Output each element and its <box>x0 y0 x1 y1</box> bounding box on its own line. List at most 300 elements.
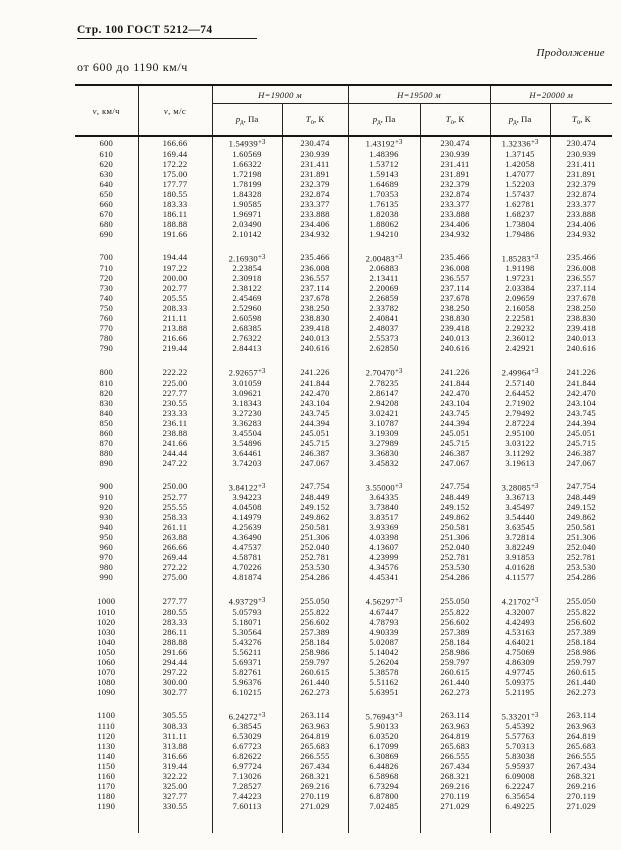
table-cell: 270.119 <box>282 791 348 801</box>
table-cell: 2.55373 <box>348 333 420 343</box>
v-symbol: v <box>163 105 169 116</box>
table-cell: 6.38545 <box>212 721 282 731</box>
spacer-cell <box>282 353 348 366</box>
table-cell: 3.94223 <box>212 492 282 502</box>
spacer-cell <box>75 697 138 710</box>
table-cell: 2.29232 <box>490 323 550 333</box>
table-cell: 236.557 <box>566 273 596 283</box>
table-cell: 230.939 <box>282 149 348 159</box>
table-cell: 231.891 <box>566 168 596 179</box>
table-cell: 260.615 <box>282 667 348 677</box>
table-cell: 267.434 <box>282 761 348 771</box>
table-cell: 263.963 <box>420 721 490 731</box>
table-cell: 191.66 <box>138 229 212 239</box>
table-cell: 238.830 <box>420 313 490 323</box>
table-cell: 230.939 <box>420 149 490 159</box>
p-unit: , Па <box>243 113 259 124</box>
table-cell: 1180 <box>75 791 138 801</box>
table-cell: 6.30869 <box>348 751 420 761</box>
table-cell: 2.79492 <box>490 408 550 418</box>
table-row <box>75 751 612 761</box>
table-cell: 5.69371 <box>212 657 282 667</box>
column-header-p-19500 <box>348 104 420 137</box>
table-cell: 271.029 <box>566 801 596 811</box>
table-cell: 234.932 <box>420 229 490 239</box>
t-unit: , К <box>580 113 591 124</box>
table-row <box>75 502 612 512</box>
table-cell: 1100 <box>75 710 138 722</box>
table-cell: 258.986 <box>566 646 596 657</box>
table-cell: 3.36283 <box>212 418 282 428</box>
table-cell: 750 <box>75 303 138 313</box>
v-ms-unit: , м/с <box>168 105 187 116</box>
exponent: +3 <box>530 481 539 490</box>
table-cell: 319.44 <box>138 761 212 771</box>
table-row <box>75 189 612 199</box>
table-cell: 700 <box>75 252 138 264</box>
table-cell: 3.11292 <box>490 448 550 458</box>
table-cell: 5.95937 <box>490 761 550 771</box>
exponent: +3 <box>394 710 403 719</box>
table-cell: 1090 <box>75 687 138 697</box>
table-row <box>75 219 612 229</box>
table-cell: 3.82249 <box>490 542 550 552</box>
table-cell: 1.52203 <box>490 179 550 189</box>
group-header-h19500 <box>348 85 490 104</box>
table-cell: 249.862 <box>420 512 490 522</box>
table-cell: 6.22247 <box>490 781 550 791</box>
column-header-t-20000 <box>550 104 612 137</box>
table-row <box>75 199 612 209</box>
table-cell: 255.822 <box>282 607 348 617</box>
table-cell: 1.57437 <box>490 189 550 199</box>
table-cell: 256.602 <box>566 616 596 627</box>
table-cell: 1.68237 <box>490 209 550 219</box>
table-row <box>75 149 612 159</box>
table-cell: 313.88 <box>138 741 212 751</box>
table-row <box>75 179 612 189</box>
table-cell: 253.530 <box>566 562 596 572</box>
exponent: +3 <box>530 710 539 719</box>
table-cell: 232.874 <box>566 188 596 199</box>
exponent: +3 <box>530 252 539 261</box>
table-cell: 265.683 <box>566 741 596 751</box>
block-gap <box>75 697 612 710</box>
table-cell: 2.60598 <box>212 313 282 323</box>
exponent: +3 <box>257 138 266 146</box>
table-cell: 5.96376 <box>212 677 282 687</box>
table-cell: 5.02087 <box>348 637 420 647</box>
table-cell: 690 <box>75 229 138 239</box>
table-cell: 294.44 <box>138 657 212 667</box>
table-row <box>75 448 612 458</box>
table-cell: 4.70226 <box>212 562 282 572</box>
table-cell: 247.754 <box>420 481 490 493</box>
table-cell: 236.008 <box>420 263 490 273</box>
table-cell: 240.013 <box>566 333 596 343</box>
p-symbol: p <box>372 113 378 124</box>
table-row <box>75 438 612 448</box>
table-cell: 267.434 <box>420 761 490 771</box>
table-cell: 4.75069 <box>490 647 550 657</box>
spacer-cell <box>420 353 490 366</box>
table-cell: 297.22 <box>138 667 212 677</box>
table-cell: 241.844 <box>420 378 490 388</box>
table-cell: 4.78793 <box>348 617 420 627</box>
table-cell: 2.64452 <box>490 388 550 398</box>
table-cell: 234.406 <box>566 218 596 229</box>
table-cell: 247.754 <box>566 481 596 492</box>
table-cell: 6.49225 <box>490 801 550 811</box>
table-row <box>75 687 612 697</box>
table-cell: 6.73294 <box>348 781 420 791</box>
table-row <box>75 781 612 791</box>
table-cell: 247.067 <box>566 457 596 468</box>
table-row <box>75 252 612 264</box>
table-cell: 237.678 <box>282 293 348 303</box>
table-cell: 248.449 <box>566 492 596 502</box>
table-cell: 230.474 <box>282 136 348 149</box>
table-cell: 270.119 <box>420 791 490 801</box>
table-cell: 7.28527 <box>212 781 282 791</box>
spacer-cell <box>490 582 550 595</box>
spacer-cell <box>75 239 138 252</box>
page-header: Стр. 100 ГОСТ 5212—74 <box>77 24 257 39</box>
table-cell: 660 <box>75 199 138 209</box>
table-cell: 239.418 <box>420 323 490 333</box>
table-cell: 810 <box>75 378 138 388</box>
spacer-cell <box>348 353 420 366</box>
table-cell: 249.862 <box>566 512 596 522</box>
table-row <box>75 303 612 313</box>
spacer-cell <box>420 582 490 595</box>
table-cell: 5.43276 <box>212 637 282 647</box>
table-cell: 230.939 <box>566 148 596 159</box>
table-cell: 241.226 <box>566 366 596 377</box>
table-cell: 280.55 <box>138 607 212 617</box>
table-cell: 1140 <box>75 751 138 761</box>
table-cell: 6.03520 <box>348 731 420 741</box>
table-cell: 249.152 <box>566 502 596 512</box>
table-cell: 1.96971 <box>212 209 282 219</box>
table-row <box>75 428 612 438</box>
exponent: +3 <box>257 252 266 261</box>
table-cell: 2.84413 <box>212 343 282 353</box>
spacer-cell <box>420 239 490 252</box>
table-cell: 6.87800 <box>348 791 420 801</box>
table-row <box>75 801 612 811</box>
table-cell: 238.830 <box>282 313 348 323</box>
column-header-p-19000 <box>212 104 282 137</box>
table-cell: 237.114 <box>420 283 490 293</box>
table-cell: 710 <box>75 263 138 273</box>
table-cell: 2.20069 <box>348 283 420 293</box>
h19500-label: =19500 м <box>403 89 441 100</box>
table-cell: 5.51162 <box>348 677 420 687</box>
spacer-cell <box>212 811 282 833</box>
table-cell: 830 <box>75 398 138 408</box>
table-cell: 264.819 <box>566 731 596 741</box>
table-row <box>75 562 612 572</box>
table-cell: 900 <box>75 481 138 493</box>
table-cell: $2.49964^{+3}$ <box>490 366 550 378</box>
table-cell: 283.33 <box>138 617 212 627</box>
table-cell: 249.152 <box>282 502 348 512</box>
table-cell: 6.67723 <box>212 741 282 751</box>
table-cell: 234.406 <box>420 219 490 229</box>
table-cell: 234.932 <box>282 229 348 239</box>
table-cell: 238.250 <box>566 303 596 313</box>
table-cell: 242.470 <box>420 388 490 398</box>
table-cell: 4.86309 <box>490 657 550 667</box>
table-row <box>75 542 612 552</box>
table-cell: 188.88 <box>138 219 212 229</box>
table-cell: 243.104 <box>566 397 596 408</box>
table-cell: 600 <box>75 136 138 149</box>
table-cell: 850 <box>75 418 138 428</box>
exponent: +3 <box>530 138 539 146</box>
table-cell: 6.53029 <box>212 731 282 741</box>
table-cell: 254.286 <box>282 572 348 582</box>
table-row <box>75 481 612 493</box>
table-row <box>75 512 612 522</box>
table-cell: 235.466 <box>420 252 490 264</box>
table-cell: 243.745 <box>566 407 596 418</box>
table-row <box>75 229 612 239</box>
table-cell: 1.79486 <box>490 229 550 239</box>
table-row <box>75 388 612 398</box>
table-row <box>75 552 612 562</box>
table-cell: 248.449 <box>282 492 348 502</box>
table-cell: 242.470 <box>282 388 348 398</box>
block-gap <box>75 582 612 595</box>
p-symbol: p <box>508 113 514 124</box>
table-cell: 261.11 <box>138 522 212 532</box>
table-row <box>75 293 612 303</box>
table-cell: 1.37145 <box>490 149 550 159</box>
table-cell: 258.184 <box>282 637 348 647</box>
table-cell: 4.25639 <box>212 522 282 532</box>
table-cell: 2.13411 <box>348 273 420 283</box>
table-cell: 230.474 <box>566 137 596 148</box>
table-cell: 3.19309 <box>348 428 420 438</box>
table-cell: 250.581 <box>420 522 490 532</box>
spacer-cell <box>550 811 612 833</box>
table-cell: 3.45497 <box>490 502 550 512</box>
table-cell: 860 <box>75 428 138 438</box>
table-cell: 3.10787 <box>348 418 420 428</box>
table-cell: 5.90133 <box>348 721 420 731</box>
table-cell: 254.286 <box>566 572 596 582</box>
table-cell: 2.30918 <box>212 273 282 283</box>
table-cell: 4.36490 <box>212 532 282 542</box>
spacer-cell <box>490 697 550 710</box>
table-cell: 233.33 <box>138 408 212 418</box>
exponent: +3 <box>530 367 539 375</box>
h-symbol: H <box>258 89 265 100</box>
table-cell: 1.91198 <box>490 263 550 273</box>
table-cell: 236.008 <box>282 263 348 273</box>
column-header-v-ms <box>138 85 212 136</box>
table-cell: 263.114 <box>566 710 596 721</box>
table-cell: 231.891 <box>282 169 348 179</box>
table-cell: 2.78235 <box>348 378 420 388</box>
exponent: +3 <box>394 481 403 490</box>
table-cell: 5.30564 <box>212 627 282 637</box>
table-cell: 240.616 <box>420 343 490 353</box>
table-cell: 1160 <box>75 771 138 781</box>
table-row <box>75 169 612 179</box>
table-cell: 680 <box>75 219 138 229</box>
table-cell: 231.411 <box>282 159 348 169</box>
table-cell: 234.406 <box>282 219 348 229</box>
table-cell: 244.394 <box>420 418 490 428</box>
table-cell: 4.03398 <box>348 532 420 542</box>
table-cell: 252.040 <box>566 542 596 552</box>
table-row <box>75 323 612 333</box>
continuation-label: Продолжение <box>536 47 605 59</box>
table-cell: 208.33 <box>138 303 212 313</box>
table-cell: 1.78199 <box>212 179 282 189</box>
spacer-cell <box>282 468 348 481</box>
range-label: от 600 до 1190 км/ч <box>77 60 188 74</box>
table-cell: 246.387 <box>282 448 348 458</box>
table-cell: 275.00 <box>138 572 212 582</box>
table-cell: 237.678 <box>566 293 596 303</box>
table-cell: 256.602 <box>282 617 348 627</box>
table-cell: 239.418 <box>282 323 348 333</box>
table-cell: 2.26859 <box>348 293 420 303</box>
table-row <box>75 408 612 418</box>
table-cell: 3.54440 <box>490 512 550 522</box>
v-symbol: v <box>92 105 97 116</box>
table-row <box>75 572 612 582</box>
table-cell: 250.581 <box>282 522 348 532</box>
table-row <box>75 771 612 781</box>
table-cell: 288.88 <box>138 637 212 647</box>
table-cell: 4.58781 <box>212 552 282 562</box>
spacer-cell <box>420 468 490 481</box>
table-cell: 2.23854 <box>212 263 282 273</box>
table-cell: 1.62781 <box>490 199 550 209</box>
table-cell: 238.88 <box>138 428 212 438</box>
table-cell: 253.530 <box>420 562 490 572</box>
spacer-cell <box>282 697 348 710</box>
table-cell: 257.389 <box>566 626 596 637</box>
table-cell: 271.029 <box>282 801 348 811</box>
spacer-cell <box>550 239 612 252</box>
table-cell: 2.10142 <box>212 229 282 239</box>
exponent: +3 <box>394 596 403 604</box>
spacer-cell <box>282 239 348 252</box>
table-cell: 4.04508 <box>212 502 282 512</box>
table-cell: 1.48396 <box>348 149 420 159</box>
exponent: +3 <box>257 710 266 719</box>
table-cell: 3.27230 <box>212 408 282 418</box>
table-cell: 300.00 <box>138 677 212 687</box>
table-row <box>75 667 612 677</box>
t-symbol: T <box>571 113 577 124</box>
table-cell: 1.94210 <box>348 229 420 239</box>
table-cell: 1020 <box>75 617 138 627</box>
table-cell: 227.77 <box>138 388 212 398</box>
p-subscript: д <box>513 118 517 126</box>
table-cell: 1070 <box>75 667 138 677</box>
table-cell: 5.38578 <box>348 667 420 677</box>
table-cell: 1030 <box>75 627 138 637</box>
table-cell: 233.888 <box>282 209 348 219</box>
table-cell: 4.81874 <box>212 572 282 582</box>
table-cell: 251.306 <box>566 532 596 542</box>
table-cell: 247.22 <box>138 458 212 468</box>
table-cell: 1.76135 <box>348 199 420 209</box>
table-cell: $1.85283^{+3}$ <box>490 252 550 264</box>
table-cell: 265.683 <box>420 741 490 751</box>
table-row <box>75 378 612 388</box>
table-cell: 269.216 <box>566 781 596 791</box>
table-cell: 235.466 <box>282 252 348 264</box>
table-cell: 268.321 <box>282 771 348 781</box>
table-cell: 7.13026 <box>212 771 282 781</box>
table-cell: 253.530 <box>282 562 348 572</box>
table-cell: 2.62850 <box>348 343 420 353</box>
table-cell: 242.470 <box>566 387 596 398</box>
table-cell: 1000 <box>75 595 138 607</box>
table-cell: 1080 <box>75 677 138 687</box>
h-symbol: H <box>529 89 536 100</box>
table-cell: 255.55 <box>138 502 212 512</box>
spacer-cell <box>348 697 420 710</box>
table-cell: 236.11 <box>138 418 212 428</box>
table-row <box>75 522 612 532</box>
table-cell: 232.379 <box>566 178 596 189</box>
table-cell: 245.051 <box>420 428 490 438</box>
spacer-cell <box>138 353 212 366</box>
table-cell: 249.862 <box>282 512 348 522</box>
table-cell: $4.21702^{+3}$ <box>490 595 550 607</box>
table-cell: 3.83517 <box>348 512 420 522</box>
table-cell: 251.306 <box>420 532 490 542</box>
table-cell: 241.844 <box>566 377 596 388</box>
table-cell: 910 <box>75 492 138 502</box>
table-cell: 232.874 <box>420 189 490 199</box>
table-cell: 840 <box>75 408 138 418</box>
table-cell: 2.68385 <box>212 323 282 333</box>
table-cell: 5.70313 <box>490 741 550 751</box>
table-cell: 230.474 <box>420 136 490 149</box>
spacer-cell <box>138 811 212 833</box>
p-subscript: д <box>240 118 244 126</box>
table-cell: 239.418 <box>566 323 596 333</box>
spacer-cell <box>348 582 420 595</box>
table-cell: 1190 <box>75 801 138 811</box>
p-unit: , Па <box>516 113 532 124</box>
table-cell: 322.22 <box>138 771 212 781</box>
table-cell: 1.64689 <box>348 179 420 189</box>
table-cell: $3.28085^{+3}$ <box>490 481 550 493</box>
table-cell: 213.88 <box>138 323 212 333</box>
table-body <box>75 136 612 833</box>
table-row <box>75 677 612 687</box>
table-cell: 6.09008 <box>490 771 550 781</box>
table-cell: 2.95100 <box>490 428 550 438</box>
table-cell: 327.77 <box>138 791 212 801</box>
table-cell: $2.92657^{+3}$ <box>212 366 282 378</box>
table-row <box>75 159 612 169</box>
table-cell: 236.557 <box>282 273 348 283</box>
table-cell: 3.36713 <box>490 492 550 502</box>
table-row <box>75 721 612 731</box>
